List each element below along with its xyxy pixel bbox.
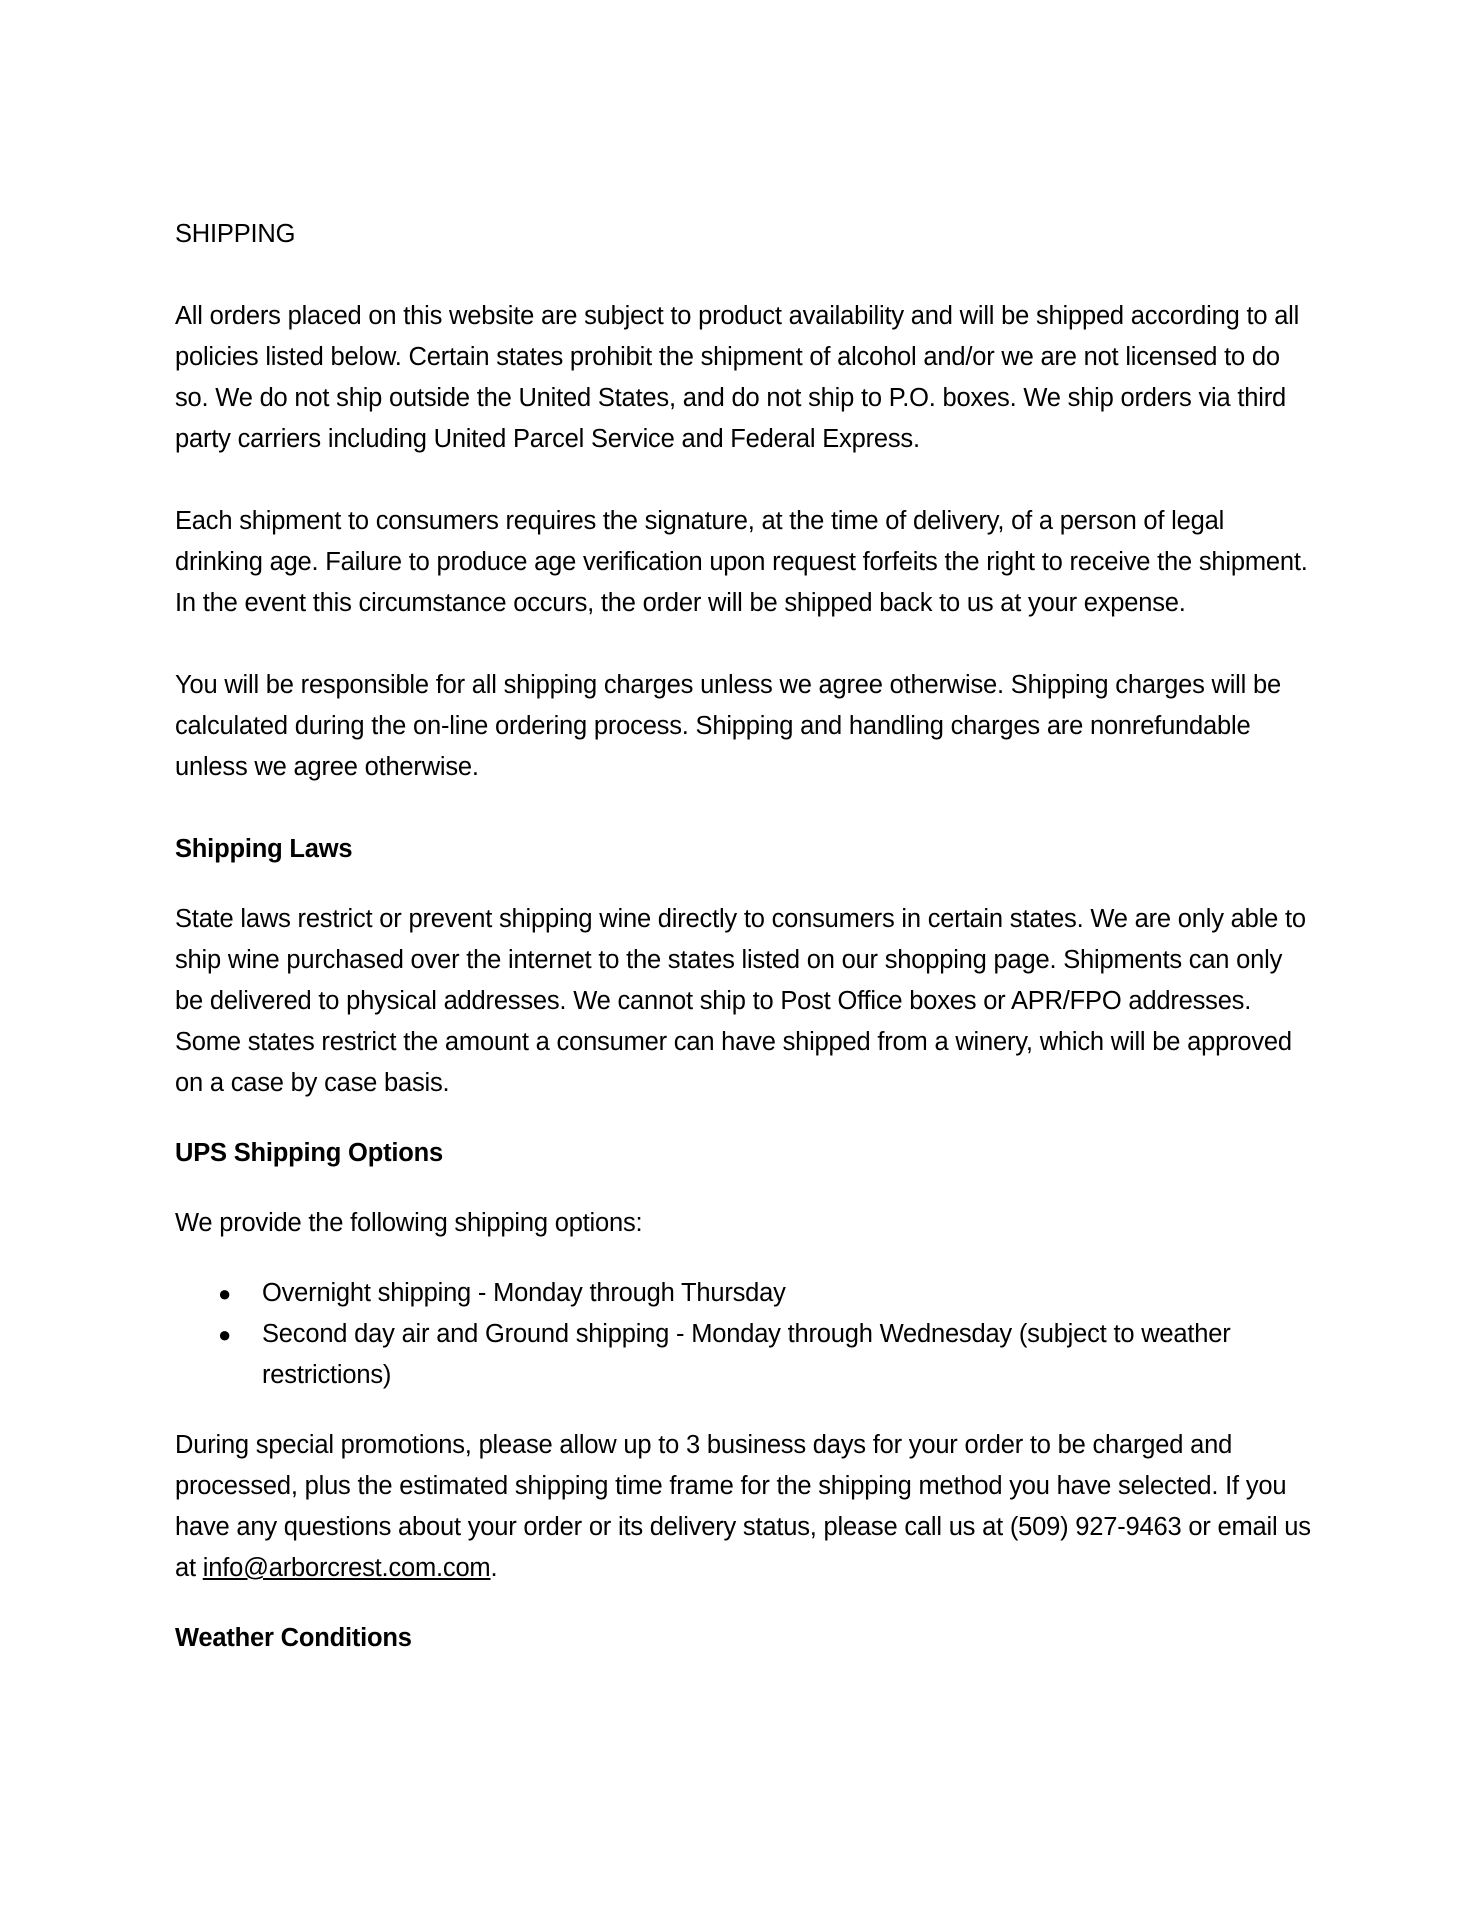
shipping-laws-paragraph: State laws restrict or prevent shipping wine directly to consumers in certain states. We are only able to ship wine purchased over the internet to the states listed on our shopping page. Shipments can only be delivered to physical addresses. We cannot ship to Post Office boxes or APR/FPO addresses. Some states restrict the amount a consumer can have shipped from a winery, which will be approved on a case by case basis. xyxy=(175,905,1306,1097)
list-item xyxy=(175,1273,1315,1314)
ups-options-heading: UPS Shipping Options xyxy=(175,1139,443,1167)
ups-options-intro: We provide the following shipping options: xyxy=(175,1209,643,1237)
document-title: SHIPPING xyxy=(175,220,296,248)
shipping-laws-heading: Shipping Laws xyxy=(175,835,353,863)
shipping-options-list xyxy=(175,1273,1315,1396)
weather-conditions-heading: Weather Conditions xyxy=(175,1624,412,1652)
list-item-text: Overnight shipping - Monday through Thursday xyxy=(262,1279,786,1307)
promotions-paragraph xyxy=(175,1425,1315,1589)
bullet-icon: ● xyxy=(218,1281,232,1306)
list-item-text: Second day air and Ground shipping - Monday through Wednesday (subject to weather restrictions) xyxy=(262,1320,1231,1389)
document-body xyxy=(175,214,1315,1688)
intro-paragraph-1: All orders placed on this website are subject to product availability and will be shipped according to all policies listed below. Certain states prohibit the shipment of alcohol and/or we are not licensed to do so. We do not ship outside the United States, and do not ship to P.O. boxes. We ship orders via third party carriers including United Parcel Service and Federal Express. xyxy=(175,302,1300,453)
bullet-icon: ● xyxy=(218,1322,232,1347)
intro-paragraph-2: Each shipment to consumers requires the signature, at the time of delivery, of a person of legal drinking age. Failure to produce age verification upon request forfeits the right to receive the shipment. In the event this circumstance occurs, the order will be shipped back to us at your expense. xyxy=(175,507,1308,617)
intro-paragraph-3: You will be responsible for all shipping charges unless we agree otherwise. Shipping charges will be calculated during the on-line ordering process. Shipping and handling charges are nonrefundable unless we agree otherwise. xyxy=(175,671,1281,781)
promotions-period: . xyxy=(490,1554,498,1582)
promotions-text: During special promotions, please allow up to 3 business days for your order to be charged and processed, plus the estimated shipping time frame for the shipping method you have selected. If you have any questions about your order or its delivery status, please call us at (509) 927-9463 or email us at xyxy=(175,1431,1311,1582)
email-link[interactable]: info@arborcrest.com.com xyxy=(202,1554,491,1582)
list-item xyxy=(175,1314,1315,1396)
